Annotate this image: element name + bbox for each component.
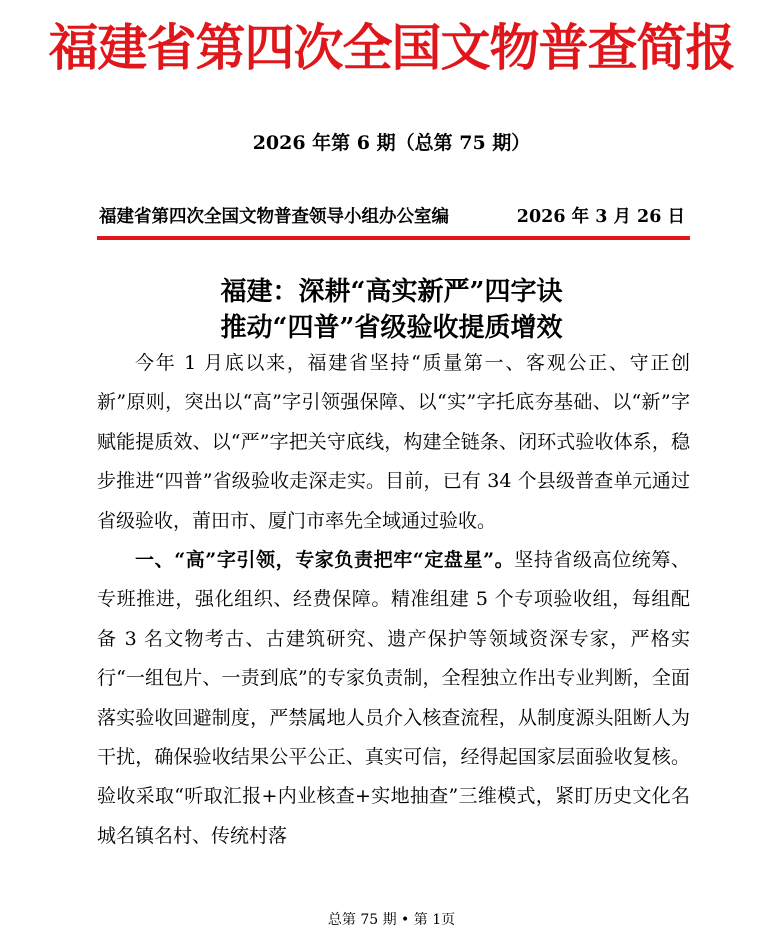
page-footer: 总第 75 期 • 第 1页 xyxy=(327,912,456,928)
red-divider xyxy=(97,236,690,240)
masthead-title: 福建省第四次全国文物普查简报 xyxy=(48,18,735,77)
section-1-paragraph xyxy=(97,541,690,856)
article-title-line-1: 福建：深耕“高实新严”四字诀 xyxy=(220,277,563,307)
article-title xyxy=(0,274,783,346)
section-1-heading: 一、“高”字引领，专家负责把牢“定盘星”。 xyxy=(135,549,515,572)
issue-number: 2026 年第 6 期（总第 75 期） xyxy=(252,132,531,154)
article-body xyxy=(97,344,690,856)
article-title-line-2: 推动“四普”省级验收提质增效 xyxy=(220,313,563,343)
compiler-name: 福建省第四次全国文物普查领导小组办公室编 xyxy=(99,207,449,227)
intro-paragraph: 今年 1 月底以来，福建省坚持“质量第一、客观公正、守正创新”原则，突出以“高”字引领强保障、以“实”字托底夯基础、以“新”字赋能提质效、以“严”字把关守底线，构建全链条、闭环式验收体系，稳步推进“四普”省级验收走深走实。目前，已有 34 个县级普查单元通过省级验收，莆田市、厦门市率先全域通过验收。 xyxy=(97,352,690,532)
section-1-text: 坚持省级高位统筹、专班推进，强化组织、经费保障。精准组建 5 个专项验收组，每组配备 3 名文物考古、古建筑研究、遗产保护等领域资深专家，严格实行“一组包片、一责到底”的专家负责制，全程独立作出专业判断，全面落实验收回避制度，严禁属地人员介入核查流程，从制度源头阻断人为干扰，确保验收结果公平公正、真实可信，经得起国家层面验收复核。验收采取“听取汇报+内业核查+实地抽查”三维模式，紧盯历史文化名城名镇名村、传统村落 xyxy=(97,549,690,847)
publish-date: 2026 年 3 月 26 日 xyxy=(516,207,685,227)
compiler-line xyxy=(99,203,689,231)
